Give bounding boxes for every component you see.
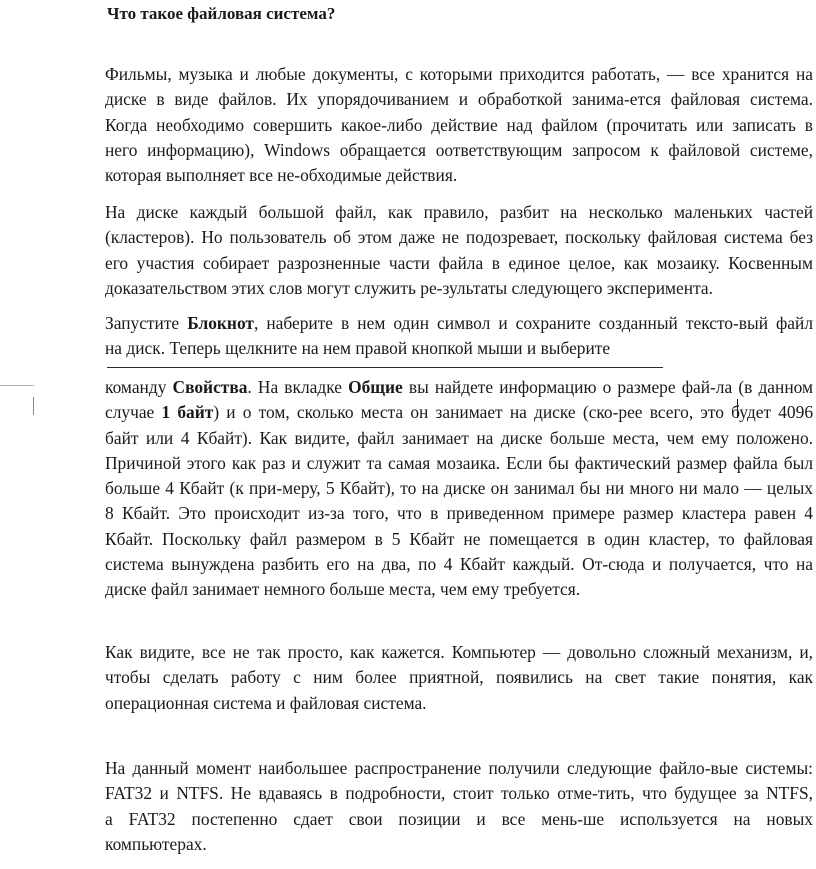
text-line: FAT32 и NTFS. Не вдаваясь в подробности, стоит только отме-тить, что будущее за NTFS, (105, 783, 813, 804)
paragraph-files-intro (105, 62, 813, 188)
horizontal-rule (107, 367, 663, 368)
text-line: диске файл занимает немного больше места, чем ему требуется. (105, 579, 581, 600)
properties-term: Свойства (172, 377, 248, 397)
text-run: ) и о том, сколько места он занимает на диске (ско-рее всего, это будет 4096 (213, 402, 814, 423)
text-line: него информацию), Windows обращается оответствующим запросом к файловой системе, (105, 139, 813, 160)
text-line: чтобы сделать работу с ним более приятной, появились на свет такие понятия, как (105, 667, 813, 688)
text-run: вы найдете информацию о размере фай-ла (в данном (402, 377, 813, 397)
text-line (105, 400, 813, 425)
text-line: а FAT32 постепенно сдает свои позиции и все мень-ше используется на новых (105, 808, 813, 829)
text-line: Кбайт. Поскольку файл размером в 5 Кбайт не помещается в один кластер, то файловая (105, 528, 813, 549)
text-line: операционная система и файловая система. (105, 692, 427, 713)
text-cursor (737, 399, 738, 418)
paragraph-complexity (105, 640, 813, 716)
text-line (105, 375, 813, 400)
text-line: больше 4 Кбайт (к при-меру, 5 Кбайт), то на диске он занимал бы ни много ни мало — целых (105, 478, 813, 499)
text-line: диске в виде файлов. Их упорядочиванием и обработкой занима-ется файловая система. (105, 89, 813, 110)
notepad-term: Блокнот (187, 313, 254, 333)
text-line: На данный момент наибольшее распространение получили следующие файло-вые системы: (105, 758, 813, 778)
text-run: Запустите (105, 313, 188, 333)
text-run: команду (105, 377, 173, 397)
document-title: Что такое файловая система? (107, 4, 336, 23)
text-line: система вынуждена разбить его на два, по 4 Кбайт каждый. От-сюда и получается, что на (105, 554, 813, 575)
one-byte-term: 1 байт (161, 402, 214, 423)
general-tab-term: Общие (348, 377, 403, 397)
text-line: 8 Кбайт. Это происходит из-за того, что в приведенном примере размер кластера равен 4 (105, 503, 813, 524)
text-run: , наберите в нем один символ и сохраните созданный тексто-вый файл (253, 313, 813, 333)
paragraph-fat32-ntfs (105, 756, 813, 857)
text-line: Причиной этого как раз и служит та самая мозаика. Если бы фактический размер файла был (105, 452, 813, 473)
text-line: доказательством этих слов могут служить ре-зультаты следующего эксперимента. (105, 277, 713, 298)
paragraph-clusters (105, 200, 813, 301)
margin-marker-horizontal (0, 385, 34, 386)
paragraph-properties (105, 375, 813, 603)
text-line: Фильмы, музыка и любые документы, с которыми приходится работать, — все хранится на (105, 64, 813, 84)
text-line: Как видите, все не так просто, как кажется. Компьютер — довольно сложный механизм, и, (105, 642, 813, 662)
text-line: байт или 4 Кбайт). Как видите, файл занимает на диске больше места, чем ему положено. (105, 427, 813, 448)
text-run: случае (105, 402, 162, 423)
text-line: Когда необходимо совершить какое-либо действие над файлом (прочитать или записать в (105, 114, 813, 135)
paragraph-notepad-experiment (105, 311, 813, 362)
text-line: которая выполняет все не-обходимые действия. (105, 165, 458, 186)
text-line (105, 311, 813, 336)
text-line: На диске каждый большой файл, как правило, разбит на несколько маленьких частей (105, 202, 813, 222)
text-line: на диск. Теперь щелкните на нем правой кнопкой мыши и выберите (105, 338, 611, 359)
margin-marker-vertical (33, 397, 34, 415)
text-line: (кластеров). Но пользователь об этом даже не подозревает, поскольку файловая система без (105, 227, 813, 248)
text-line: его участия собирает разрозненные части файла в единое целое, как мозаику. Косвенным (105, 252, 813, 273)
text-line: компьютерах. (105, 833, 207, 854)
text-run: . На вкладке (247, 377, 349, 397)
